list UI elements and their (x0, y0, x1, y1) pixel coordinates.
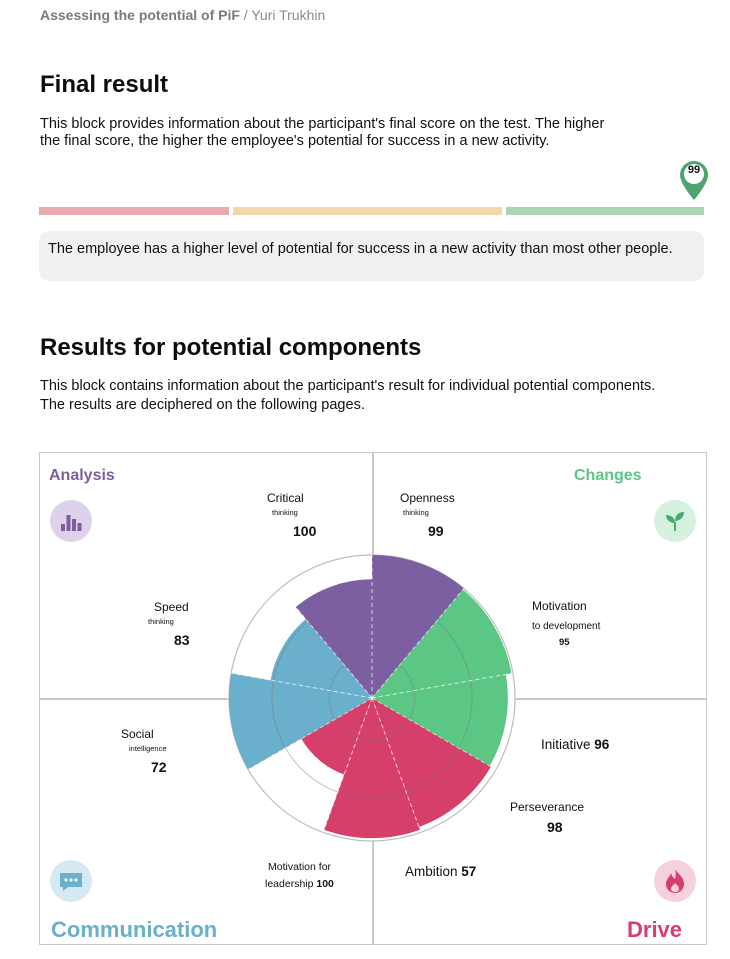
motivation-leadership-label-2 (265, 877, 334, 891)
speed-thinking-value: 83 (174, 632, 190, 648)
components-heading: Results for potential components (40, 334, 422, 361)
speed-thinking-sublabel: thinking (148, 617, 174, 626)
motivation-development-label: Motivation (532, 599, 587, 613)
initiative-value: 96 (594, 737, 610, 752)
perseverance-label: Perseverance (510, 800, 585, 814)
critical-thinking-value: 100 (293, 523, 317, 539)
ambition-label (405, 865, 476, 879)
author-name: Yuri Trukhin (251, 7, 326, 23)
final-result-heading: Final result (40, 71, 169, 98)
social-intelligence-sublabel: intelligence (129, 744, 167, 753)
social-intelligence-value: 72 (151, 759, 167, 775)
openness-label: Openness (400, 491, 455, 505)
ambition-value: 57 (461, 864, 477, 879)
critical-thinking-label: Critical (267, 491, 304, 505)
motivation-leadership-value: 100 (316, 878, 334, 890)
final-result-description-2: the final score, the higher the employee's potential for success in a new activity. (40, 133, 550, 149)
social-intelligence-label: Social (121, 727, 154, 741)
header-separator: / (239, 7, 252, 23)
category-analysis: Analysis (49, 467, 115, 484)
openness-value: 99 (428, 523, 444, 539)
motivation-development-sublabel: to development (532, 621, 601, 632)
document-title: Assessing the potential of PiF (40, 7, 240, 23)
initiative-label-text: Initiative (541, 737, 591, 752)
components-description-2: The results are deciphered on the following pages. (40, 397, 365, 413)
components-description-1: This block contains information about the participant's result for individual potential components. (40, 378, 656, 394)
motivation-leadership-label-1: Motivation for (268, 861, 332, 873)
result-summary-text: The employee has a higher level of potential for success in a new activity than most other people. (48, 241, 673, 257)
bar-chart-icon (50, 500, 92, 542)
ambition-label-text: Ambition (405, 864, 458, 879)
sprout-icon (654, 500, 696, 542)
motivation-leadership-label-2-text: leadership (265, 878, 314, 890)
openness-sublabel: thinking (403, 508, 429, 517)
score-value: 99 (687, 164, 701, 176)
motivation-development-value: 95 (559, 637, 570, 648)
final-result-description-1: This block provides information about the participant's final score on the test. The higher (40, 116, 605, 132)
category-drive: Drive (627, 917, 683, 942)
category-communication: Communication (51, 917, 218, 942)
flame-icon (654, 860, 696, 902)
chat-bubble-icon (50, 860, 92, 902)
category-changes: Changes (574, 467, 642, 484)
initiative-label (541, 738, 609, 752)
critical-thinking-sublabel: thinking (272, 508, 298, 517)
speed-thinking-label: Speed (154, 600, 189, 614)
perseverance-value: 98 (547, 819, 563, 835)
